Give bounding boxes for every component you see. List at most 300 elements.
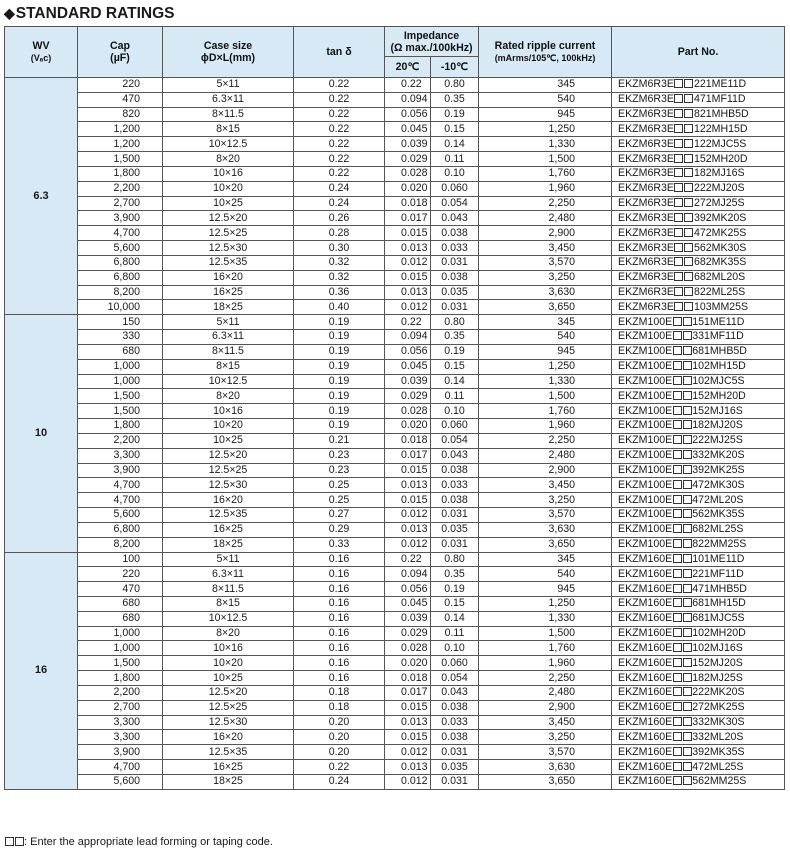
header-wv-label: WV [32, 40, 50, 52]
part-suffix: 392MK35S [692, 745, 745, 758]
cell-case-size: 12.5×30 [163, 715, 294, 730]
cell-ripple-current: 3,570 [479, 508, 612, 523]
cell-part-number [612, 567, 785, 582]
cell-part-number [612, 255, 785, 270]
table-row [5, 552, 785, 567]
cell-part-number [612, 522, 785, 537]
cell-tan-delta: 0.24 [294, 196, 385, 211]
code-box-icon [673, 613, 682, 622]
cell-cap: 220 [78, 567, 163, 582]
cell-impedance-20c: 0.039 [385, 374, 431, 389]
cell-tan-delta: 0.25 [294, 478, 385, 493]
part-prefix: EKZM6R3E [618, 122, 674, 135]
cell-impedance-20c: 0.018 [385, 196, 431, 211]
code-box-icon [674, 243, 683, 252]
cell-impedance-20c: 0.020 [385, 419, 431, 434]
cell-cap: 4,700 [78, 493, 163, 508]
cell-impedance-minus10c: 0.15 [431, 122, 479, 137]
cell-cap: 2,700 [78, 196, 163, 211]
code-box-icon [673, 628, 682, 637]
cell-case-size: 16×20 [163, 730, 294, 745]
cell-tan-delta: 0.19 [294, 344, 385, 359]
cell-impedance-minus10c: 0.043 [431, 211, 479, 226]
cell-part-number [612, 285, 785, 300]
cell-impedance-minus10c: 0.038 [431, 700, 479, 715]
code-box-icon [684, 109, 693, 118]
part-suffix: 471MHB5D [692, 582, 747, 595]
table-row [5, 78, 785, 93]
part-prefix: EKZM100E [618, 523, 673, 536]
cell-case-size: 16×20 [163, 270, 294, 285]
cell-ripple-current: 2,250 [479, 671, 612, 686]
cell-cap: 1,500 [78, 152, 163, 167]
cell-ripple-current: 3,650 [479, 300, 612, 315]
cell-impedance-20c: 0.015 [385, 226, 431, 241]
cell-ripple-current: 3,570 [479, 745, 612, 760]
table-row [5, 611, 785, 626]
code-box-icon [673, 687, 682, 696]
cell-part-number [612, 330, 785, 345]
cell-impedance-minus10c: 0.038 [431, 730, 479, 745]
code-box-icon [684, 79, 693, 88]
part-prefix: EKZM100E [618, 419, 673, 432]
cell-ripple-current: 945 [479, 107, 612, 122]
cell-impedance-20c: 0.013 [385, 760, 431, 775]
cell-impedance-20c: 0.015 [385, 730, 431, 745]
code-box-icon [673, 420, 682, 429]
part-prefix: EKZM160E [618, 671, 673, 684]
cell-ripple-current: 1,760 [479, 641, 612, 656]
part-prefix: EKZM100E [618, 478, 673, 491]
cell-tan-delta: 0.33 [294, 537, 385, 552]
page-title-text: STANDARD RATINGS [15, 5, 175, 22]
code-box-icon [683, 361, 692, 370]
cell-case-size: 10×25 [163, 433, 294, 448]
part-suffix: 222MJ25S [692, 434, 743, 447]
code-box-icon [684, 302, 693, 311]
table-row [5, 166, 785, 181]
code-box-icon [673, 450, 682, 459]
code-box-icon [674, 79, 683, 88]
cell-case-size: 6.3×11 [163, 92, 294, 107]
cell-tan-delta: 0.36 [294, 285, 385, 300]
cell-impedance-minus10c: 0.10 [431, 166, 479, 181]
part-prefix: EKZM6R3E [618, 211, 674, 224]
cell-case-size: 16×25 [163, 760, 294, 775]
code-box-icon [5, 837, 14, 846]
cell-impedance-minus10c: 0.15 [431, 596, 479, 611]
table-row [5, 374, 785, 389]
cell-part-number [612, 166, 785, 181]
cell-case-size: 16×25 [163, 285, 294, 300]
table-row [5, 745, 785, 760]
code-box-icon [684, 287, 693, 296]
code-box-icon [683, 391, 692, 400]
code-box-icon [683, 480, 692, 489]
cell-ripple-current: 540 [479, 567, 612, 582]
cell-impedance-20c: 0.029 [385, 389, 431, 404]
cell-cap: 5,600 [78, 774, 163, 789]
cell-case-size: 10×16 [163, 404, 294, 419]
cell-tan-delta: 0.16 [294, 596, 385, 611]
cell-cap: 2,700 [78, 700, 163, 715]
part-prefix: EKZM160E [618, 627, 673, 640]
code-box-icon [674, 94, 683, 103]
part-suffix: 332ML20S [692, 730, 744, 743]
cell-case-size: 8×20 [163, 626, 294, 641]
cell-ripple-current: 2,900 [479, 700, 612, 715]
part-prefix: EKZM6R3E [618, 271, 674, 284]
cell-ripple-current: 1,500 [479, 389, 612, 404]
table-row [5, 656, 785, 671]
code-box-icon [673, 509, 682, 518]
code-box-icon [673, 465, 682, 474]
table-row [5, 315, 785, 330]
cell-tan-delta: 0.22 [294, 760, 385, 775]
cell-part-number [612, 685, 785, 700]
code-box-icon [673, 391, 682, 400]
code-box-icon [683, 702, 692, 711]
code-box-icon [683, 687, 692, 696]
cell-case-size: 6.3×11 [163, 330, 294, 345]
cell-impedance-20c: 0.018 [385, 433, 431, 448]
cell-case-size: 5×11 [163, 552, 294, 567]
cell-tan-delta: 0.18 [294, 685, 385, 700]
cell-case-size: 16×20 [163, 493, 294, 508]
cell-part-number [612, 404, 785, 419]
cell-wv: 6.3 [5, 78, 78, 315]
table-row [5, 582, 785, 597]
part-prefix: EKZM6R3E [618, 300, 674, 313]
cell-cap: 470 [78, 582, 163, 597]
cell-case-size: 10×25 [163, 196, 294, 211]
cell-impedance-20c: 0.012 [385, 745, 431, 760]
part-suffix: 102MJ16S [692, 641, 743, 654]
cell-tan-delta: 0.16 [294, 567, 385, 582]
cell-ripple-current: 945 [479, 582, 612, 597]
part-prefix: EKZM6R3E [618, 167, 674, 180]
cell-cap: 330 [78, 330, 163, 345]
part-suffix: 472ML25S [692, 760, 744, 773]
code-box-icon [684, 124, 693, 133]
cell-case-size: 8×15 [163, 596, 294, 611]
table-row [5, 493, 785, 508]
table-row [5, 537, 785, 552]
part-suffix: 332MK20S [692, 449, 745, 462]
cell-cap: 1,500 [78, 389, 163, 404]
cell-tan-delta: 0.29 [294, 522, 385, 537]
part-prefix: EKZM100E [618, 315, 673, 328]
cell-impedance-minus10c: 0.80 [431, 78, 479, 93]
cell-case-size: 18×25 [163, 300, 294, 315]
cell-cap: 4,700 [78, 478, 163, 493]
cell-impedance-20c: 0.094 [385, 92, 431, 107]
part-prefix: EKZM100E [618, 389, 673, 402]
cell-part-number [612, 433, 785, 448]
cell-impedance-minus10c: 0.35 [431, 330, 479, 345]
cell-impedance-minus10c: 0.11 [431, 152, 479, 167]
part-suffix: 682MK35S [693, 256, 747, 269]
table-row [5, 92, 785, 107]
cell-impedance-minus10c: 0.80 [431, 315, 479, 330]
cell-ripple-current: 3,630 [479, 285, 612, 300]
header-wv-unit: (Vₐc) [30, 53, 52, 63]
cell-ripple-current: 540 [479, 330, 612, 345]
cell-case-size: 10×12.5 [163, 137, 294, 152]
part-suffix: 822ML25S [693, 286, 746, 298]
cell-case-size: 12.5×35 [163, 255, 294, 270]
cell-cap: 1,000 [78, 359, 163, 374]
cell-impedance-20c: 0.015 [385, 493, 431, 508]
cell-impedance-minus10c: 0.14 [431, 374, 479, 389]
part-prefix: EKZM160E [618, 730, 673, 743]
cell-ripple-current: 1,250 [479, 596, 612, 611]
part-suffix: 152MJ16S [692, 404, 743, 417]
header-impedance [385, 27, 479, 57]
part-suffix: 682ML25S [692, 523, 744, 536]
part-suffix: 471MF11D [693, 93, 746, 106]
cell-case-size: 8×15 [163, 122, 294, 137]
cell-ripple-current: 3,450 [479, 478, 612, 493]
code-box-icon [673, 554, 682, 563]
cell-part-number [612, 463, 785, 478]
cell-part-number [612, 478, 785, 493]
cell-impedance-minus10c: 0.031 [431, 255, 479, 270]
cell-cap: 680 [78, 344, 163, 359]
header-wv [5, 27, 78, 78]
cell-case-size: 18×25 [163, 774, 294, 789]
cell-impedance-20c: 0.012 [385, 774, 431, 789]
table-row [5, 419, 785, 434]
cell-ripple-current: 2,900 [479, 226, 612, 241]
part-suffix: 681MJC5S [692, 612, 745, 625]
cell-tan-delta: 0.20 [294, 745, 385, 760]
cell-tan-delta: 0.21 [294, 433, 385, 448]
cell-impedance-minus10c: 0.11 [431, 389, 479, 404]
part-prefix: EKZM100E [618, 463, 673, 476]
code-box-icon [674, 168, 683, 177]
cell-ripple-current: 3,250 [479, 493, 612, 508]
cell-impedance-minus10c: 0.35 [431, 92, 479, 107]
header-impedance-label: Impedance [403, 29, 460, 42]
code-box-icon [683, 776, 692, 785]
cell-tan-delta: 0.16 [294, 582, 385, 597]
cell-ripple-current: 1,250 [479, 359, 612, 374]
code-box-icon [684, 94, 693, 103]
cell-tan-delta: 0.22 [294, 92, 385, 107]
page-title [4, 2, 175, 24]
cell-part-number [612, 760, 785, 775]
table-row [5, 404, 785, 419]
code-box-icon [684, 213, 693, 222]
cell-case-size: 8×15 [163, 359, 294, 374]
cell-ripple-current: 345 [479, 315, 612, 330]
code-box-icon [684, 257, 693, 266]
cell-ripple-current: 2,250 [479, 196, 612, 211]
cell-part-number [612, 537, 785, 552]
footnote-text: : Enter the appropriate lead forming or taping code. [24, 836, 273, 848]
cell-tan-delta: 0.28 [294, 226, 385, 241]
part-prefix: EKZM160E [618, 582, 673, 595]
code-box-icon [673, 732, 682, 741]
table-row [5, 300, 785, 315]
code-box-icon [674, 228, 683, 237]
part-prefix: EKZM6R3E [618, 286, 674, 298]
cell-ripple-current: 345 [479, 552, 612, 567]
cell-case-size: 12.5×25 [163, 700, 294, 715]
code-box-icon [683, 584, 692, 593]
cell-cap: 1,200 [78, 122, 163, 137]
cell-case-size: 10×16 [163, 166, 294, 181]
part-suffix: 472ML20S [692, 493, 744, 506]
code-box-icon [674, 109, 683, 118]
table-row [5, 685, 785, 700]
table-row [5, 774, 785, 789]
part-suffix: 152MJ20S [692, 656, 743, 669]
cell-tan-delta: 0.16 [294, 626, 385, 641]
part-prefix: EKZM160E [618, 656, 673, 669]
part-prefix: EKZM100E [618, 538, 673, 551]
cell-impedance-minus10c: 0.033 [431, 241, 479, 256]
cell-impedance-minus10c: 0.038 [431, 226, 479, 241]
cell-part-number [612, 300, 785, 315]
part-suffix: 392MK20S [693, 211, 747, 224]
cell-impedance-minus10c: 0.054 [431, 671, 479, 686]
footnote [4, 834, 273, 850]
code-box-icon [673, 717, 682, 726]
cell-case-size: 12.5×25 [163, 226, 294, 241]
part-suffix: 122MJC5S [693, 137, 747, 150]
cell-impedance-minus10c: 0.19 [431, 344, 479, 359]
cell-impedance-20c: 0.015 [385, 463, 431, 478]
table-row [5, 641, 785, 656]
table-row [5, 359, 785, 374]
cell-case-size: 10×20 [163, 419, 294, 434]
cell-tan-delta: 0.22 [294, 137, 385, 152]
header-tan: tan δ [294, 27, 385, 78]
part-suffix: 681MH15D [692, 597, 746, 610]
cell-ripple-current: 1,250 [479, 122, 612, 137]
table-row [5, 196, 785, 211]
cell-tan-delta: 0.26 [294, 211, 385, 226]
cell-ripple-current: 1,760 [479, 166, 612, 181]
cell-impedance-20c: 0.012 [385, 255, 431, 270]
table-row [5, 478, 785, 493]
code-box-icon [674, 272, 683, 281]
cell-cap: 6,800 [78, 522, 163, 537]
part-suffix: 102MH20D [692, 627, 746, 640]
cell-part-number [612, 211, 785, 226]
part-suffix: 221ME11D [693, 78, 747, 91]
cell-cap: 150 [78, 315, 163, 330]
cell-impedance-20c: 0.012 [385, 300, 431, 315]
cell-ripple-current: 3,650 [479, 774, 612, 789]
table-row [5, 448, 785, 463]
table-row [5, 181, 785, 196]
part-suffix: 182MJ16S [693, 167, 745, 180]
part-prefix: EKZM160E [618, 612, 673, 625]
cell-part-number [612, 774, 785, 789]
code-box-icon [673, 480, 682, 489]
code-box-icon [684, 168, 693, 177]
code-box-icon [683, 509, 692, 518]
diamond-icon: ◆ [4, 5, 15, 21]
cell-cap: 3,900 [78, 745, 163, 760]
cell-tan-delta: 0.22 [294, 78, 385, 93]
cell-ripple-current: 1,960 [479, 419, 612, 434]
code-box-icon [684, 154, 693, 163]
table-row [5, 344, 785, 359]
code-box-icon [674, 198, 683, 207]
code-box-icon [684, 272, 693, 281]
cell-impedance-minus10c: 0.035 [431, 760, 479, 775]
cell-cap: 3,300 [78, 730, 163, 745]
cell-cap: 6,800 [78, 255, 163, 270]
cell-case-size: 18×25 [163, 537, 294, 552]
table-row [5, 226, 785, 241]
cell-impedance-20c: 0.094 [385, 330, 431, 345]
cell-part-number [612, 626, 785, 641]
cell-case-size: 10×12.5 [163, 611, 294, 626]
code-box-icon [684, 198, 693, 207]
table-row [5, 330, 785, 345]
cell-impedance-20c: 0.013 [385, 285, 431, 300]
cell-cap: 100 [78, 552, 163, 567]
cell-impedance-minus10c: 0.35 [431, 567, 479, 582]
cell-cap: 2,200 [78, 685, 163, 700]
cell-cap: 3,300 [78, 448, 163, 463]
cell-impedance-minus10c: 0.19 [431, 582, 479, 597]
cell-impedance-20c: 0.028 [385, 641, 431, 656]
part-suffix: 472MK30S [692, 478, 745, 491]
part-prefix: EKZM160E [618, 567, 673, 580]
cell-case-size: 8×11.5 [163, 107, 294, 122]
part-prefix: EKZM160E [618, 686, 673, 699]
cell-ripple-current: 1,330 [479, 137, 612, 152]
part-suffix: 562MM25S [692, 775, 747, 788]
cell-impedance-20c: 0.028 [385, 166, 431, 181]
cell-impedance-minus10c: 0.031 [431, 300, 479, 315]
cell-impedance-20c: 0.22 [385, 552, 431, 567]
cell-part-number [612, 641, 785, 656]
cell-part-number [612, 122, 785, 137]
part-suffix: 472MK25S [693, 226, 747, 239]
header-case-label: Case size [203, 40, 253, 52]
cell-wv: 16 [5, 552, 78, 789]
cell-impedance-minus10c: 0.15 [431, 359, 479, 374]
table-row [5, 522, 785, 537]
cell-case-size: 12.5×20 [163, 448, 294, 463]
cell-tan-delta: 0.30 [294, 241, 385, 256]
cell-tan-delta: 0.19 [294, 315, 385, 330]
cell-cap: 3,900 [78, 463, 163, 478]
cell-case-size: 10×16 [163, 641, 294, 656]
cell-impedance-minus10c: 0.054 [431, 196, 479, 211]
table-row [5, 626, 785, 641]
cell-cap: 6,800 [78, 270, 163, 285]
code-box-icon [674, 124, 683, 133]
cell-ripple-current: 2,480 [479, 685, 612, 700]
code-box-icon [673, 495, 682, 504]
table-header [5, 27, 785, 78]
table-body [5, 78, 785, 790]
cell-cap: 1,200 [78, 137, 163, 152]
table-row [5, 270, 785, 285]
cell-impedance-minus10c: 0.035 [431, 522, 479, 537]
cell-ripple-current: 540 [479, 92, 612, 107]
part-suffix: 272MJ25S [693, 197, 745, 210]
cell-impedance-20c: 0.094 [385, 567, 431, 582]
